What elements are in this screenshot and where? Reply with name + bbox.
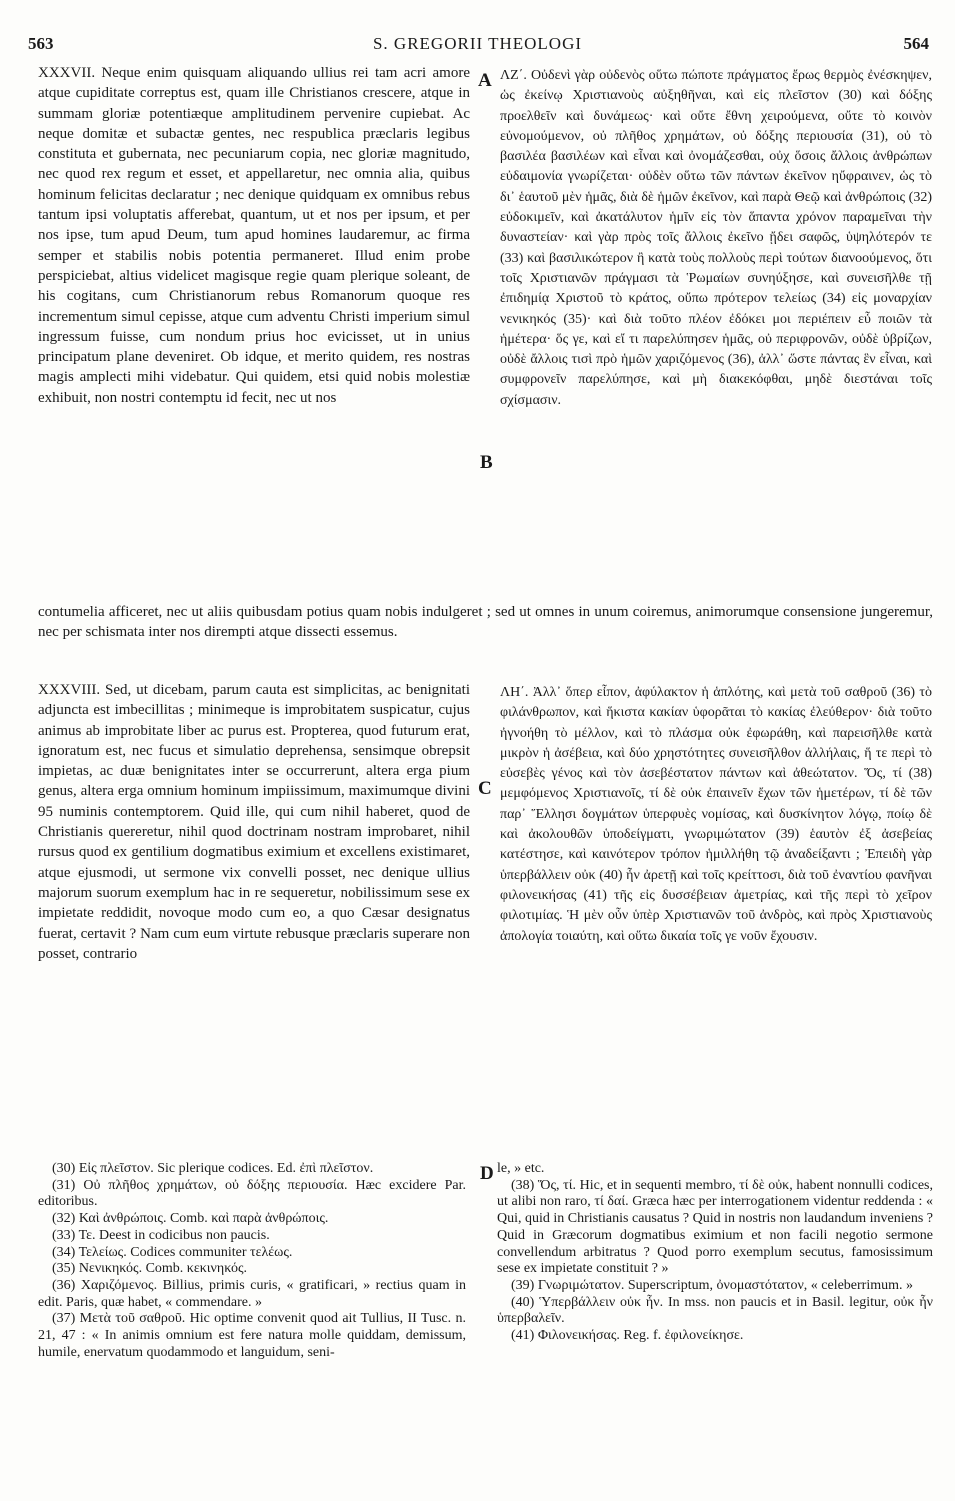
greek-section-38: ΛΗ΄. Ἀλλ᾽ ὅπερ εἶπον, ἀφύλακτον ἡ ἁπλότης, καὶ μετὰ τοῦ σαθροῦ (36) τὸ φιλάνθρωπον, καὶ ἥκιστα κακίαν ὑφορᾶται τὸ κακίας ἐλεύθερον· διὰ τοῦτο ἠγνοήθη τὸ μέλλον, καὶ τὸ πλάσμα οὐκ ἐφωράθη, καὶ παρεισῆλθε κατὰ μικρὸν ἡ ἀσέβεια, καὶ δύο χρηστότητες συνεισῆλθον ἀλλήλαις, ἥ τε περὶ τὸ εὐσεβὲς γένος καὶ τὸν ἀσεβέστατον πάντων καὶ ἀθεώτατον. Ὅς, τί (38) μεμφόμενος Χριστιανοῖς, τί δὲ οὐκ ἐπαινεῖν ἔχων τῶν ἡμετέρων, τί δὲ τῶν παρ᾽ Ἕλλησι δογμάτων ὑπερφυὲς νομίσας, καὶ δυσκίνητον λόγῳ, ποίῳ δὲ καὶ ἀκολουθῶν ὑποδείγματι, γνωριμώτατον (39) ἑαυτὸν ἐξ ἀσεβείας κατέστησε, καὶ καινότερον τρόπον ἡμιλλήθη τῷ ἀναδείξαντι ; Ἐπειδὴ γὰρ ὑπερβάλλειν οὐκ (40) ἦν ἀρετῇ καὶ τοῖς κρείττοσι, διὰ τοῦ ἐναντίου φανῆναι φιλονεικήσας (41) τῆς εἰς δυσσέβειαν ἀμετρίας, καὶ τῆς περὶ τὸ χεῖρον φιλοτιμίας. Ἡ μὲν οὖν ὑπὲρ Χριστιανῶν τοῦ ἀνδρὸς, καὶ πρὸς Χριστιανοὺς ἀπολογία τοιαύτη, καὶ οὕτω δικαία τοῖς γε νοῦν ἔχουσιν.	[500, 685, 932, 944]
latin-continuation-full-width: contumelia afficeret, nec ut aliis quibusdam potius quam nobis indulgeret ; sed ut omnes in unum coiremus, animorumque consensione jungeremur, nec per schismata inter nos dirempti atque dissecti essemus.	[38, 604, 933, 641]
footnote: (40) Ὑπερβάλλειν οὐκ ἦν. In mss. non paucis et in Basil. legitur, οὐκ ἦν ὑπερβαλεῖν.	[497, 1294, 933, 1327]
margin-marker-c: C	[478, 778, 492, 799]
footnote: (30) Εἰς πλεῖστον. Sic plerique codices. Ed. ἐπὶ πλεῖστον.	[52, 1161, 374, 1176]
latin-section-xxxvii: XXXVII. Neque enim quisquam aliquando ullius rei tam acri amore atque cupiditate correptus est, quam ille Christianos crescere, atque in summam gloriæ potentiæque amplitudinem pervenire cupiebat. Ac neque domitæ et subactæ gentes, nec respublica præclaris legibus constituta et gubernata, nec pecuniarum copia, nec gloriæ magnitudo, nec quod rex regum et esset, et appellaretur, nec omnia alia, quibus hominum felicitas declaratur ; nec denique quidquam ex omnibus rebus tantum ipsi voluptatis afferebat, quantum, ut et nos per ipsum, et per nos ipse, tum apud Deum, tum apud homines laudaremur, ac firma semper et stabilis nobis potentia permaneret. Illud enim probe perspiciebat, altius videlicet magisque regie quam plerique soleant, de his cogitans, cum Christianorum rebus Romanorum quoque res incrementum simul cepisse, atque cum adventu Christi imperium simul ingressum fuisse, cum nondum prius hoc evicisset, ut in unius principatum plane deveniret. Ob idque, et merito quidem, res nostras magis amplecti mihi videbatur. Qui quidem, etsi quid nobis molestiæ exhibuit, non nostri contemptu id fecit, nec ut nos	[38, 65, 470, 406]
latin-section-xxxviii: XXXVIII. Sed, ut dicebam, parum cauta est simplicitas, ac benignitati adjuncta est imbecillitas ; minimeque is improbitatem suspicatur, cujus animus ab improbitate liber ac purus est. Propterea, quod futurum erat, ignoratum est, nec fucus et simulatio deprehensa, sensimque obrepsit impietas, ac duæ benignitates inter se occurrerunt, altera erga pium genus, altera erga omnium hominum impiissimum, maximumque divini 95 numinis contemptorem. Quid ille, qui cum nihil haberet, quod de Christianis quereretur, nihil quod doctrinam nostram improbaret, nihil rursus quod ex gentilium dogmatibus eximium et excellens existimaret, atque ejusmodi, ut sermone vix convelli posset, nec denique ullius majorum suorum exemplum hac in re sequeretur, nobilissimum sese ex impietate reddidit, novoque modo cum eo, a quo Cæsar designatus fuerat, certavit ? Nam cum eum virtute rebusque præclaris superare non posset, contrario	[38, 682, 470, 962]
greek-section-37: ΛΖ΄. Οὐδενὶ γὰρ οὐδενὸς οὕτω πώποτε πράγματος ἔρως θερμὸς ἐνέσκηψεν, ὡς ἐκείνῳ Χριστιανοὺς αὐξηθῆναι, καὶ εἰς πλεῖστον (30) καὶ δόξης προελθεῖν καὶ δυνάμεως· καὶ οὔτε ἔθνη χειρούμενα, οὔτε τὸ κοινὸν εὐνομούμενον, οὐ πλῆθος χρημάτων, οὐ δόξης περιουσία (31), οὐ τὸ βασιλέα βασιλέων καὶ εἶναι καὶ ὀνομάζεσθαι, οὐχ ὅσοις ἄλλοις ἀνθρώπων εὐδαιμονία γνωρίζεται· οὐδὲν οὕτω τῶν πάντων ἐκεῖνον ηὔφραινεν, ὡς τὸ δι᾽ ἑαυτοῦ μὲν ἡμᾶς, διὰ δὲ ἡμῶν ἐκεῖνον, καὶ παρὰ Θεῷ καὶ ἀνθρώποις (32) εὐδοκιμεῖν, καὶ ἀκατάλυτον ἡμῖν εἰς τὸν ἅπαντα χρόνον παραμεῖναι τὴν δυναστείαν· καὶ γὰρ πρὸς τοῖς ἄλλοις ἐκεῖνο ᾔδει σαφῶς, ὑψηλότερόν τε (33) καὶ βασιλικώτερον ἢ κατὰ τοὺς πολλοὺς περὶ τούτων διανοούμενος, ὅτι τοῖς Χριστιανῶν πράγμασι τὰ Ῥωμαίων συνηύξησε, καὶ συνεισῆλθε τῇ ἐπιδημίᾳ Χριστοῦ τὸ κράτος, οὔπω πρότερον τελείως (34) εἰς μοναρχίαν νενικηκός (35)· καὶ διὰ τοῦτο πλέον ἐδόκει μοι περιέπειν εὖ ποιῶν τὰ ἡμέτερα· ὅς γε, καὶ εἴ τι παρελύπησεν ἡμᾶς, οὐ περιφρονῶν, οὐδὲ ὑβρίζων, οὐδὲ ἄλλοις τισὶ πρὸ ἡμῶν χαριζόμενος (36), ἀλλ᾽ ὥστε πάντας ἓν εἶναι, καὶ συμφρονεῖν παρελύπησε, καὶ μὴ διακεκόφθαι, μηδὲ διεστάναι τοῖς σχίσμασιν.	[500, 68, 932, 408]
footnote: (32) Καὶ ἀνθρώποις. Comb. καὶ παρὰ ἀνθρώποις.	[52, 1211, 329, 1227]
footnote: (38) Ὅς, τί. Hic, et in sequenti membro, τί δὲ οὐκ, habent nonnulli codices, ut alibi non raro, τί δαί. Græca hæc per interrogationem videntur reddenda : « Qui, quid in Christianis causatus ? Quid in nostris non laudandum inveniens ? Quid in Græcorum dogmatibus eximium et non facili negotio sermone convellendum arbitratus ? Quod porro exemplum secutus, famosissimum sese ex impietate constituit ? »	[497, 1177, 933, 1277]
page-number-left: 563	[28, 34, 54, 53]
footnotes-right	[497, 1161, 933, 1345]
running-title: S. GREGORII THEOLOGI	[372, 34, 583, 53]
footnote: (39) Γνωριμώτατον. Superscriptum, ὀνομαστότατον, « celeberrimum. »	[511, 1277, 914, 1293]
footnote: (34) Τελείως. Codices communiter τελέως.	[52, 1244, 293, 1260]
footnote: (36) Χαριζόμενος. Billius, primis curis, « gratificari, » rectius quam in edit. Paris, quæ habet, « commendare. »	[38, 1277, 466, 1310]
footnote: (37) Μετὰ τοῦ σαθροῦ. Hic optime convenit quod ait Tullius, II Tusc. n. 21, 47 : « In animis omnium est fere natura molle quiddam, demissum, humile, enervatum quodammodo et languidum, seni-	[38, 1311, 466, 1360]
footnote-continuation: le, » etc.	[497, 1161, 545, 1176]
footnotes-left	[38, 1161, 466, 1361]
footnote: (41) Φιλονεικήσας. Reg. f. ἐφιλονείκησε.	[511, 1328, 744, 1344]
margin-marker-a: A	[478, 70, 492, 91]
footnote: (31) Οὐ πλῆθος χρημάτων, οὐ δόξης περιουσία. Hæc excidere Par. editoribus.	[38, 1177, 466, 1210]
footnote: (35) Νενικηκός. Comb. κεκινηκός.	[52, 1261, 248, 1277]
margin-marker-b: B	[480, 452, 493, 473]
page-header	[0, 0, 955, 60]
footnote: (33) Τε. Deest in codicibus non paucis.	[52, 1227, 270, 1243]
margin-marker-d: D	[480, 1163, 494, 1184]
page-number-right: 564	[903, 34, 929, 53]
